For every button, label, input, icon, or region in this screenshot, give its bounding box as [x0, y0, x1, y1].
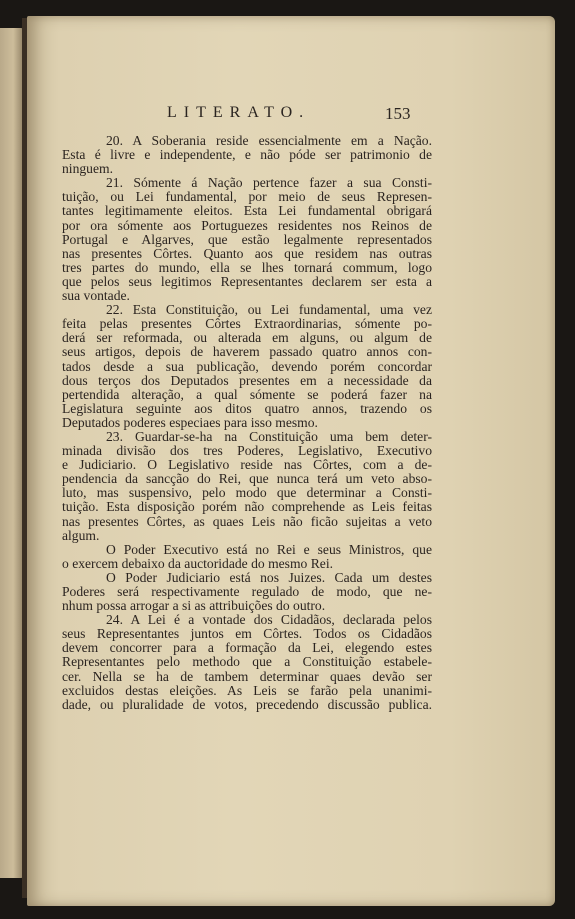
text-line: seus artigos, depois de haverem passado quatro annos con- — [62, 344, 432, 360]
text-line: por ora sómente aos Portuguezes residentes nos Reinos de — [62, 217, 432, 233]
text-line: Esta é livre e independente, e não póde ser patrimonio de — [62, 147, 432, 163]
text-line: devem concorrer para a formação da Lei, elegendo estes — [62, 640, 432, 656]
text-line: O Poder Executivo está no Rei e seus Ministros, que — [106, 541, 432, 557]
text-line: O Poder Judiciario está nos Juizes. Cada um destes — [106, 569, 432, 585]
text-line: nhum possa arrogar a si as attribuições do outro. — [62, 598, 326, 614]
text-line: pertendida alteração, a qual sómente se poderá fazer na — [62, 386, 432, 402]
text-line: seus Representantes juntos em Côrtes. Todos os Cidadãos — [62, 626, 432, 642]
text-line: o exercem debaixo da auctoridade do mesmo Rei. — [62, 555, 334, 571]
text-line: tuição. Esta disposição porém não comprehende as Leis feitas — [62, 499, 432, 515]
text-line: Portugal e Algarves, que estão legalmente representados — [62, 231, 432, 247]
text-line: tres partes do mundo, ella se lhes tornará commum, logo — [62, 259, 432, 275]
page-number: 153 — [385, 104, 411, 123]
text-line: minada divisão dos tres Poderes, Legislativo, Executivo — [62, 443, 432, 459]
text-line: nas presentes Côrtes, as quaes Leis não ficão sujeitas a veto — [62, 513, 432, 529]
text-line: 22. Esta Constituição, ou Lei fundamental, uma vez — [106, 302, 432, 318]
page-header — [27, 104, 555, 130]
text-line: dade, ou pluralidade de votos, precedendo discussão publica. — [62, 696, 432, 712]
text-line: derá ser reformada, ou alterada em alguns, ou algum de — [62, 330, 432, 346]
text-line: tuição, ou Lei fundamental, por meio de seus Represen- — [62, 189, 432, 205]
text-line: pendencia da sancção do Rei, que nunca terá um veto abso- — [62, 471, 432, 487]
text-line: Representantes pelo methodo que a Constituição estabele- — [62, 654, 432, 670]
text-line: e Judiciario. O Legislativo reside nas Côrtes, com a de- — [62, 457, 432, 473]
text-line: algum. — [62, 527, 100, 543]
text-line: 21. Sómente á Nação pertence fazer a sua Consti- — [106, 175, 432, 191]
text-line: tados desde a sua publicação, devendo porém concordar — [62, 358, 432, 374]
text-line: Poderes será respectivamente regulado de modo, que ne- — [62, 584, 432, 599]
text-line: tantes legitimamente eleitos. Esta Lei fundamental obrigará — [62, 203, 432, 219]
book-page — [27, 16, 555, 906]
previous-page-edge — [0, 28, 24, 878]
text-line: excluidos destas eleições. As Leis se farão pela unanimi- — [62, 682, 432, 698]
text-line: Legislatura seguinte aos ditos quatro annos, trazendo os — [62, 400, 432, 416]
text-line: dous terços dos Deputados presentes em a necessidade da — [62, 372, 432, 388]
text-line: sua vontade. — [62, 288, 130, 304]
text-line: feita pelas presentes Côrtes Extraordinarias, sómente po- — [62, 316, 432, 332]
text-line: cer. Nella se ha de tambem determinar quaes devão ser — [62, 668, 432, 684]
text-line: 23. Guardar-se-ha na Constituição uma bem deter- — [106, 428, 432, 444]
body-text — [62, 134, 432, 712]
running-head: LITERATO. — [167, 104, 311, 121]
text-line: que pelos seus legitimos Representantes declarem ser esta a — [62, 273, 432, 289]
text-line: 20. A Soberania reside essencialmente em a Nação. — [106, 133, 432, 148]
text-line: ninguem. — [62, 161, 113, 177]
text-line: nas presentes Côrtes. Quanto aos que residem nas outras — [62, 245, 432, 261]
text-line: luto, mas suspensivo, pelo modo que determinar a Consti- — [62, 485, 432, 501]
text-line: 24. A Lei é a vontade dos Cidadãos, declarada pelos — [106, 612, 432, 628]
text-line: Deputados poderes especiaes para isso mesmo. — [62, 414, 318, 430]
